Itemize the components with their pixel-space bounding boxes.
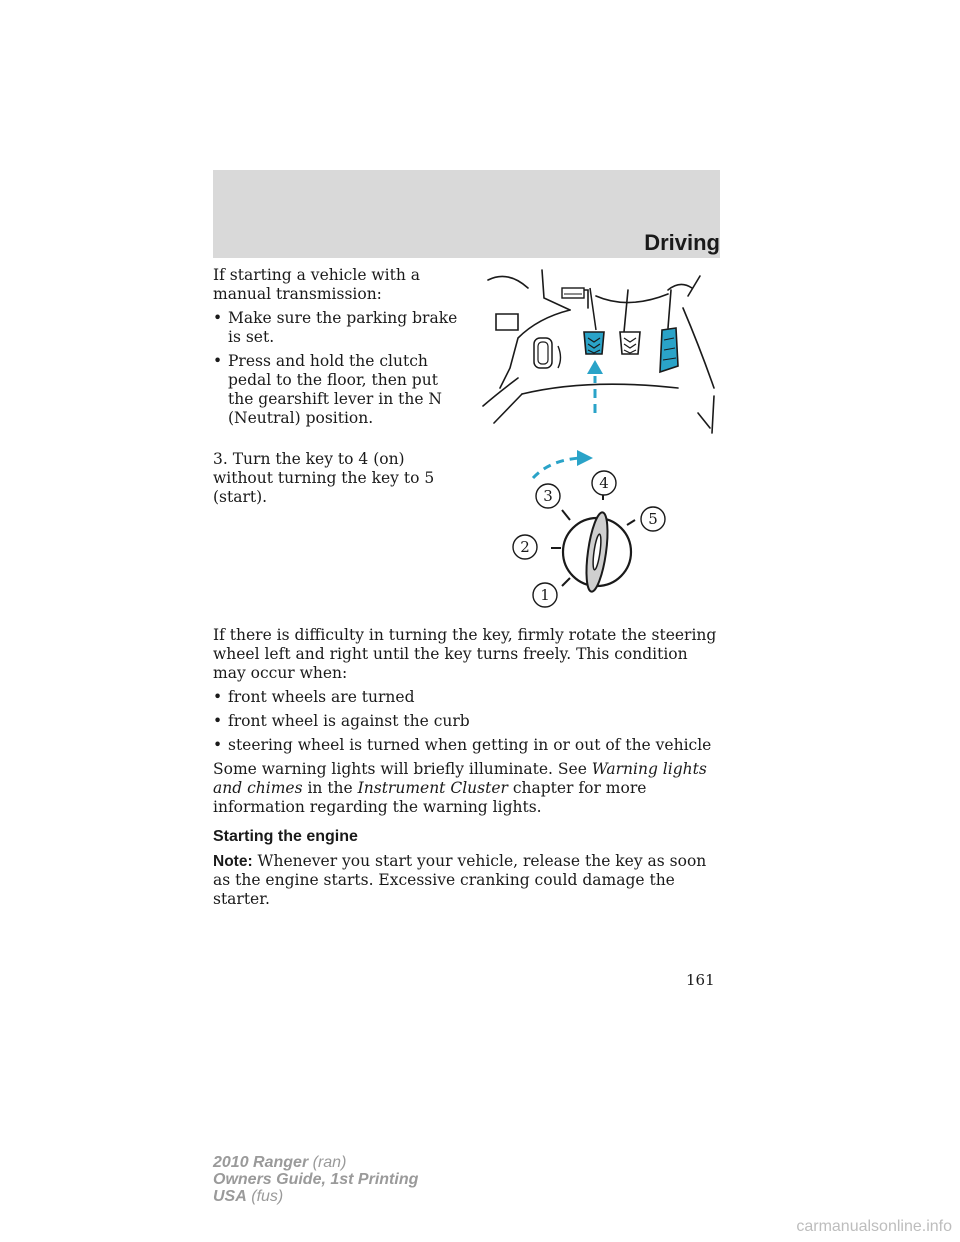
difficulty-text: If there is difficulty in turning the key, firmly rotate the steering wheel left and right until the key turns freely. This condition may occur when: <box>213 626 717 682</box>
press-arrow-icon <box>587 360 603 413</box>
bullet-icon: • <box>213 736 223 754</box>
manual-intro-text: If starting a vehicle with a manual transmission: <box>213 266 421 303</box>
document-footer: 2010 Ranger (ran) Owners Guide, 1st Printing USA (fus) <box>213 1154 419 1205</box>
watermark: carmanualsonline.info <box>796 1218 952 1235</box>
list-item: • front wheel is against the curb <box>213 712 470 730</box>
list-item: • front wheels are turned <box>213 688 415 706</box>
warning-paragraph: Some warning lights will briefly illuminate. See Warning lights and chimes in the Instrument Cluster chapter for more information regarding the warning lights. <box>213 760 707 816</box>
rotation-arrow-icon <box>533 450 593 478</box>
section-header-band <box>213 170 720 258</box>
warning-lights-reference: Warning lights and chimes <box>213 760 707 797</box>
page-number: 161 <box>686 971 715 989</box>
step-3: 3. Turn the key to 4 (on) without turning the key to 5 (start). <box>213 450 435 506</box>
note-text: Whenever you start your vehicle, release the key as soon as the engine starts. Excessive cranking could damage the starter. <box>213 852 707 908</box>
note-paragraph <box>213 852 720 909</box>
instrument-cluster-reference: Instrument Cluster <box>357 779 508 797</box>
position-label-1: 1 <box>540 586 550 604</box>
brake-pedal-icon <box>620 332 640 354</box>
position-label-2: 2 <box>520 538 530 556</box>
manual-intro <box>213 266 468 428</box>
note-label: Note: <box>213 853 253 870</box>
starting-heading: Starting the engine <box>213 828 358 845</box>
ignition-switch-illustration <box>505 448 675 613</box>
position-label-5: 5 <box>648 510 658 528</box>
bullet-icon: • <box>213 352 223 370</box>
position-label-3: 3 <box>543 487 553 505</box>
difficulty-section <box>213 626 720 909</box>
list-item: • steering wheel is turned when getting in or out of the vehicle <box>213 736 712 754</box>
section-title: Driving <box>644 230 720 255</box>
position-label-4: 4 <box>599 474 609 492</box>
bullet-icon: • <box>213 688 223 706</box>
accelerator-pedal-icon <box>660 328 678 372</box>
bullet-icon: • <box>213 712 223 730</box>
pedals-illustration <box>478 268 718 435</box>
clutch-pedal-icon <box>584 332 604 354</box>
list-item: • Press and hold the clutch pedal to the floor, then put the gearshift lever in the N (Neutral) position. <box>213 352 442 427</box>
list-item: • Make sure the parking brake is set. <box>213 309 458 346</box>
bullet-icon: • <box>213 309 223 327</box>
